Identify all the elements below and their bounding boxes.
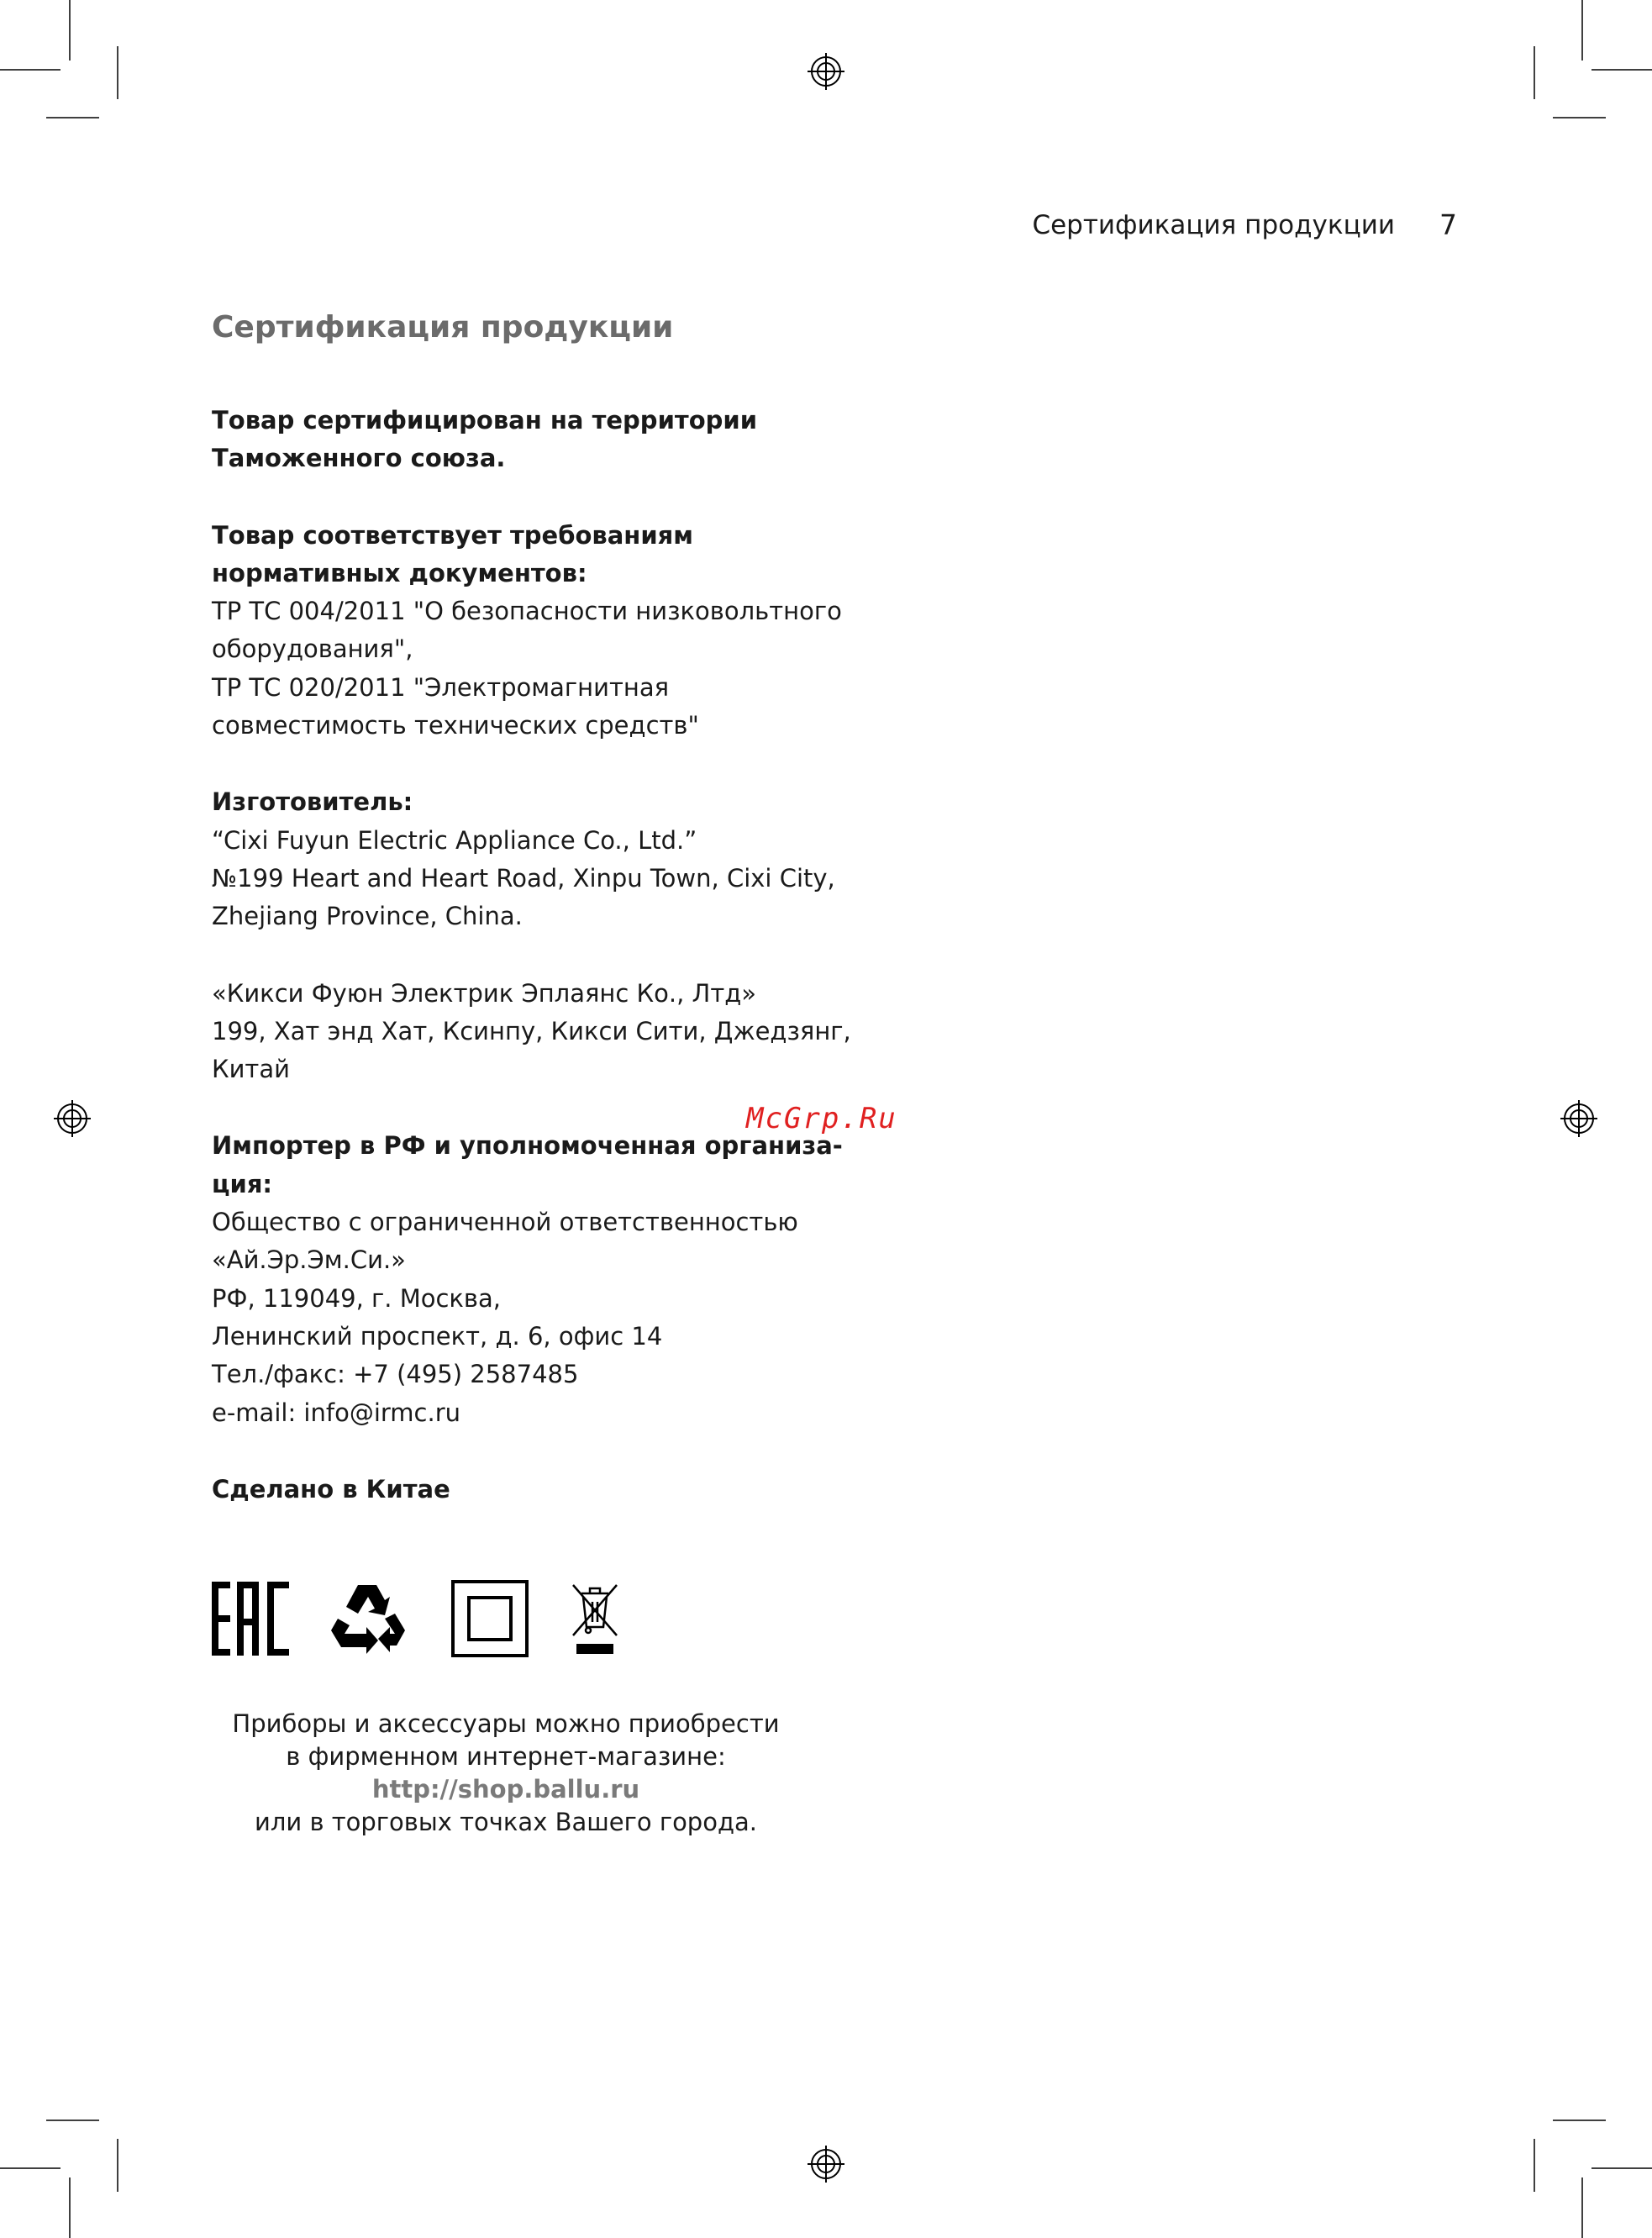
registration-mark-bottom (808, 2146, 844, 2183)
running-header-title: Сертификация продукции (1032, 210, 1395, 240)
compliance-block (212, 517, 842, 745)
importer-line: «Ай.Эр.Эм.Си.» (212, 1245, 406, 1275)
manufacturer-heading: Изготовитель: (212, 787, 413, 817)
eac-mark-icon (212, 1580, 289, 1657)
importer-block (212, 1127, 843, 1431)
manufacturer-ru-block (212, 975, 851, 1089)
footer-line: Приборы и аксессуары можно приобрести (232, 1709, 780, 1738)
importer-line: Общество с ограниченной ответственностью (212, 1208, 798, 1237)
certification-icons (212, 1580, 632, 1664)
registration-mark-top (808, 53, 844, 90)
double-insulation-icon (451, 1580, 529, 1657)
recycle-icon (329, 1580, 410, 1657)
manufacturer-line: Zhejiang Province, China. (212, 902, 523, 931)
registration-mark-right (1560, 1100, 1597, 1137)
importer-heading: ция: (212, 1169, 273, 1198)
compliance-line: ТР ТС 004/2011 "О безопасности низковольтного (212, 597, 842, 626)
footer-line: или в торговых точках Вашего города. (255, 1808, 757, 1836)
manufacturer-line: №199 Heart and Heart Road, Xinpu Town, Cixi City, (212, 863, 835, 893)
section-title: Сертификация продукции (212, 310, 674, 345)
watermark: McGrp.Ru (746, 1102, 897, 1135)
certification-block (212, 402, 817, 478)
compliance-line: ТР ТС 020/2011 "Электромагнитная (212, 672, 670, 702)
manufacturer-line: “Cixi Fuyun Electric Appliance Co., Ltd.” (212, 825, 697, 855)
footer-note (212, 1708, 800, 1839)
registration-mark-left (54, 1100, 91, 1137)
shop-link[interactable]: http://shop.ballu.ru (371, 1775, 640, 1804)
weee-bin-icon (570, 1580, 620, 1657)
certification-line: Товар сертифицирован на территории (212, 406, 758, 434)
importer-line: Тел./факс: +7 (495) 2587485 (212, 1360, 579, 1389)
importer-line: Ленинский проспект, д. 6, офис 14 (212, 1321, 663, 1351)
page-number: 7 (1439, 208, 1457, 241)
compliance-heading: Товар соответствует требованиям (212, 520, 693, 550)
importer-line: РФ, 119049, г. Москва, (212, 1283, 502, 1313)
manufacturer-ru-line: «Кикси Фуюн Электрик Эплаянс Ко., Лтд» (212, 978, 757, 1008)
origin-text: Сделано в Китае (212, 1474, 450, 1503)
running-header (1008, 204, 1462, 246)
importer-heading: Импортер в РФ и уполномоченная организа- (212, 1131, 843, 1161)
footer-line: в фирменном интернет-магазине: (286, 1742, 726, 1771)
compliance-line: совместимость технических средств" (212, 711, 699, 740)
manufacturer-block (212, 783, 835, 935)
compliance-heading: нормативных документов: (212, 558, 587, 587)
manufacturer-ru-line: Китай (212, 1055, 290, 1084)
compliance-line: оборудования", (212, 635, 413, 664)
origin-block (212, 1471, 817, 1509)
manufacturer-ru-line: 199, Хат энд Хат, Ксинпу, Кикси Сити, Джедзянг, (212, 1016, 851, 1045)
importer-email: e-mail: info@irmc.ru (212, 1398, 461, 1427)
certification-line: Таможенного союза. (212, 444, 506, 473)
